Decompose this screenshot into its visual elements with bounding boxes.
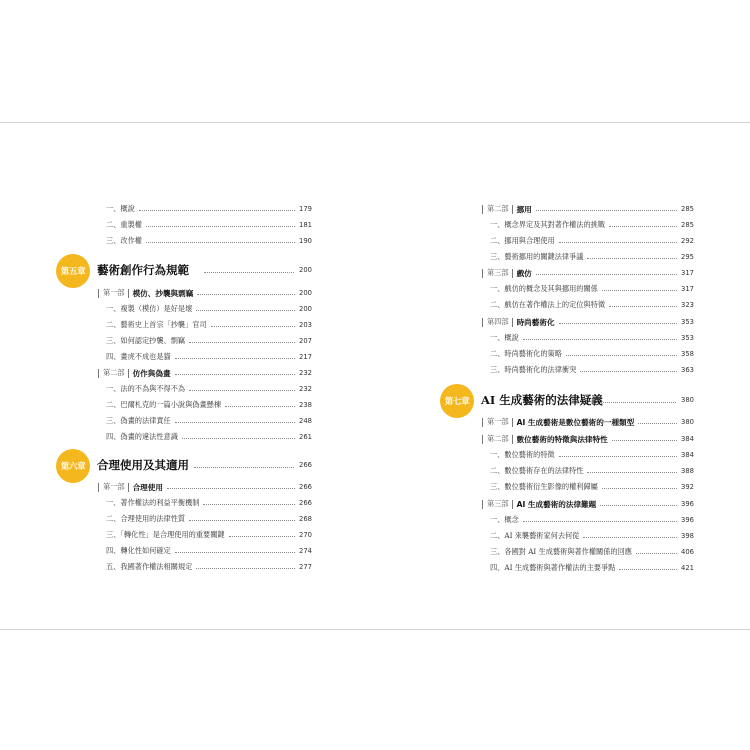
section-label: 一、戲仿的概念及其與挪用的關係 bbox=[490, 284, 598, 293]
part-title: 挪用 bbox=[516, 204, 532, 214]
page-number: 396 bbox=[681, 500, 694, 508]
part-number: 第一部 bbox=[487, 417, 509, 426]
toc-section-entry[interactable] bbox=[490, 218, 694, 232]
dot-leader bbox=[580, 371, 677, 372]
toc-section-entry[interactable] bbox=[490, 282, 694, 296]
toc-section-entry[interactable] bbox=[490, 448, 694, 462]
section-label: 三、改作權 bbox=[106, 236, 142, 245]
dot-leader bbox=[619, 569, 677, 570]
part-divider bbox=[512, 318, 513, 327]
page-number: 380 bbox=[681, 396, 694, 404]
page-number: 380 bbox=[681, 418, 694, 426]
part-number: 第二部 bbox=[487, 204, 509, 213]
section-label: 二、AI 來襲藝術家何去何從 bbox=[490, 531, 580, 540]
section-label: 二、數位藝術存在的法律特性 bbox=[490, 466, 584, 475]
section-label: 一、概說 bbox=[106, 204, 135, 213]
section-label: 四、偽畫的違法性意識 bbox=[106, 432, 178, 441]
page-number: 384 bbox=[681, 435, 694, 443]
section-label: 一、複製（模仿）是好是壞 bbox=[106, 304, 193, 313]
part-divider bbox=[482, 269, 483, 278]
page-number: 179 bbox=[299, 205, 312, 213]
page-number: 398 bbox=[681, 532, 694, 540]
section-label: 三、數位藝術衍生影像的權利歸屬 bbox=[490, 482, 598, 491]
part-divider bbox=[482, 318, 483, 327]
toc-section-entry[interactable] bbox=[490, 250, 694, 264]
toc-section-entry[interactable] bbox=[490, 480, 694, 494]
chapter-title: AI 生成藝術的法律疑義 bbox=[481, 393, 603, 407]
section-label: 三、藝術挪用的關鍵法律爭議 bbox=[490, 252, 584, 261]
dot-leader bbox=[587, 258, 677, 259]
part-number: 第一部 bbox=[103, 482, 125, 491]
page-number: 295 bbox=[681, 253, 694, 261]
page-number: 317 bbox=[681, 285, 694, 293]
part-number: 第二部 bbox=[103, 368, 125, 377]
chapter-entry[interactable] bbox=[440, 383, 694, 419]
dot-leader bbox=[602, 290, 677, 291]
section-label: 一、概念 bbox=[490, 515, 519, 524]
toc-part-entry[interactable] bbox=[482, 202, 694, 216]
toc-section-entry[interactable] bbox=[490, 298, 694, 312]
page-number: 232 bbox=[299, 385, 312, 393]
page-number: 277 bbox=[299, 563, 312, 571]
dot-leader bbox=[566, 355, 677, 356]
section-label: 一、法的不為與不得不為 bbox=[106, 384, 186, 393]
part-title: 數位藝術的特徵與法律特性 bbox=[516, 434, 608, 444]
section-label: 一、概說 bbox=[490, 333, 519, 342]
section-label: 二、挪用與合理使用 bbox=[490, 236, 555, 245]
page-number: 285 bbox=[681, 221, 694, 229]
page-number: 292 bbox=[681, 237, 694, 245]
page-number: 363 bbox=[681, 366, 694, 374]
dot-leader bbox=[523, 339, 677, 340]
section-label: 二、合理使用的法律性質 bbox=[106, 514, 186, 523]
part-number: 第一部 bbox=[103, 288, 125, 297]
page-number: 392 bbox=[681, 483, 694, 491]
toc-section-entry[interactable] bbox=[490, 545, 694, 559]
part-title: 戲仿 bbox=[516, 268, 532, 278]
page-number: 353 bbox=[681, 334, 694, 342]
page-number: 203 bbox=[299, 321, 312, 329]
part-title: 時尚藝術化 bbox=[516, 317, 555, 327]
toc-section-entry[interactable] bbox=[490, 529, 694, 543]
part-divider bbox=[512, 500, 513, 509]
dot-leader bbox=[559, 323, 677, 324]
section-label: 一、著作權法的利益平衡機制 bbox=[106, 498, 200, 507]
page-number: 190 bbox=[299, 237, 312, 245]
toc-section-entry[interactable] bbox=[490, 464, 694, 478]
section-label: 三、「轉化性」是合理使用的重要關鍵 bbox=[106, 530, 225, 539]
part-divider bbox=[512, 435, 513, 444]
page-number: 261 bbox=[299, 433, 312, 441]
toc-part-entry[interactable] bbox=[482, 497, 694, 511]
page-number: 248 bbox=[299, 417, 312, 425]
page-number: 396 bbox=[681, 516, 694, 524]
part-number: 第二部 bbox=[487, 434, 509, 443]
toc-part-entry[interactable] bbox=[482, 415, 694, 429]
part-title: 合理使用 bbox=[132, 482, 163, 492]
section-label: 四、AI 生成藝術與著作權法的主要爭點 bbox=[490, 563, 616, 572]
part-divider bbox=[482, 500, 483, 509]
page-number: 266 bbox=[299, 461, 312, 469]
chapter-badge: 第五章 bbox=[56, 254, 90, 288]
part-title: 模仿、抄襲與剽竊 bbox=[132, 288, 194, 298]
page-number: 268 bbox=[299, 515, 312, 523]
page-number: 238 bbox=[299, 401, 312, 409]
page-number: 384 bbox=[681, 451, 694, 459]
part-number: 第三部 bbox=[487, 268, 509, 277]
toc-part-entry[interactable] bbox=[482, 315, 694, 329]
dot-leader bbox=[536, 210, 677, 211]
page-number: 285 bbox=[681, 205, 694, 213]
section-label: 三、時尚藝術化的法律衝突 bbox=[490, 365, 577, 374]
chapter-title: 合理使用及其適用 bbox=[97, 458, 189, 472]
page-number: 200 bbox=[299, 305, 312, 313]
toc-section-entry[interactable] bbox=[490, 331, 694, 345]
part-divider bbox=[482, 418, 483, 427]
toc-section-entry[interactable] bbox=[490, 234, 694, 248]
page-number: 353 bbox=[681, 318, 694, 326]
dot-leader bbox=[523, 521, 677, 522]
part-divider bbox=[512, 269, 513, 278]
chapter-badge: 第六章 bbox=[56, 449, 90, 483]
dot-leader bbox=[559, 242, 677, 243]
page-number: 317 bbox=[681, 269, 694, 277]
page-number: 207 bbox=[299, 337, 312, 345]
page-number: 266 bbox=[299, 499, 312, 507]
page-number: 406 bbox=[681, 548, 694, 556]
page-number: 421 bbox=[681, 564, 694, 572]
dot-leader bbox=[587, 472, 677, 473]
toc-section-entry[interactable] bbox=[490, 561, 694, 575]
dot-leader bbox=[636, 553, 677, 554]
section-label: 四、轉化性如何確定 bbox=[106, 546, 171, 555]
dot-leader bbox=[559, 456, 677, 457]
page-number: 388 bbox=[681, 467, 694, 475]
toc-section-entry[interactable] bbox=[490, 513, 694, 527]
toc-section-entry[interactable] bbox=[490, 347, 694, 361]
part-divider bbox=[482, 435, 483, 444]
toc-part-entry[interactable] bbox=[482, 266, 694, 280]
dot-leader bbox=[600, 505, 677, 506]
section-label: 一、數位藝術的特徵 bbox=[490, 450, 555, 459]
part-divider bbox=[512, 418, 513, 427]
section-label: 一、概念界定及其對著作權法的挑戰 bbox=[490, 220, 606, 229]
part-divider bbox=[512, 205, 513, 214]
page-number: 181 bbox=[299, 221, 312, 229]
section-label: 三、偽畫的法律責任 bbox=[106, 416, 171, 425]
dot-leader bbox=[638, 423, 677, 424]
page-number: 232 bbox=[299, 369, 312, 377]
page-number: 274 bbox=[299, 547, 312, 555]
section-label: 二、巴爾札克的一篇小說與偽畫懸棟 bbox=[106, 400, 222, 409]
page-number: 323 bbox=[681, 301, 694, 309]
section-label: 二、重製權 bbox=[106, 220, 142, 229]
page-number: 200 bbox=[299, 266, 312, 274]
section-label: 二、藝術史上首宗「抄襲」官司 bbox=[106, 320, 207, 329]
dot-leader bbox=[583, 537, 677, 538]
dot-leader bbox=[609, 306, 677, 307]
section-label: 二、時尚藝術化的策略 bbox=[490, 349, 562, 358]
chapter-badge: 第七章 bbox=[440, 384, 474, 418]
dot-leader bbox=[602, 488, 677, 489]
section-label: 四、畫虎不成也是貓 bbox=[106, 352, 171, 361]
page-number: 217 bbox=[299, 353, 312, 361]
toc-section-entry[interactable] bbox=[490, 363, 694, 377]
toc-part-entry[interactable] bbox=[482, 432, 694, 446]
dot-leader bbox=[600, 402, 676, 403]
section-label: 二、戲仿在著作權法上的定位與特徵 bbox=[490, 300, 606, 309]
part-number: 第四部 bbox=[487, 317, 509, 326]
section-label: 三、各國對 AI 生成藝術與著作權關係的回應 bbox=[490, 547, 632, 556]
page-number: 358 bbox=[681, 350, 694, 358]
section-label: 三、如何認定抄襲、剽竊 bbox=[106, 336, 186, 345]
part-number: 第三部 bbox=[487, 499, 509, 508]
chapter-title: 藝術創作行為規範 bbox=[97, 263, 189, 277]
part-title: 仿作與偽畫 bbox=[132, 368, 171, 378]
part-title: AI 生成藝術是數位藝術的一種類型 bbox=[516, 417, 635, 427]
part-title: AI 生成藝術的法律難題 bbox=[516, 499, 597, 509]
page-number: 270 bbox=[299, 531, 312, 539]
page-number: 200 bbox=[299, 289, 312, 297]
page-number: 266 bbox=[299, 483, 312, 491]
dot-leader bbox=[609, 226, 677, 227]
section-label: 五、我國著作權法相關規定 bbox=[106, 562, 193, 571]
part-divider bbox=[482, 205, 483, 214]
dot-leader bbox=[612, 440, 677, 441]
dot-leader bbox=[536, 274, 677, 275]
